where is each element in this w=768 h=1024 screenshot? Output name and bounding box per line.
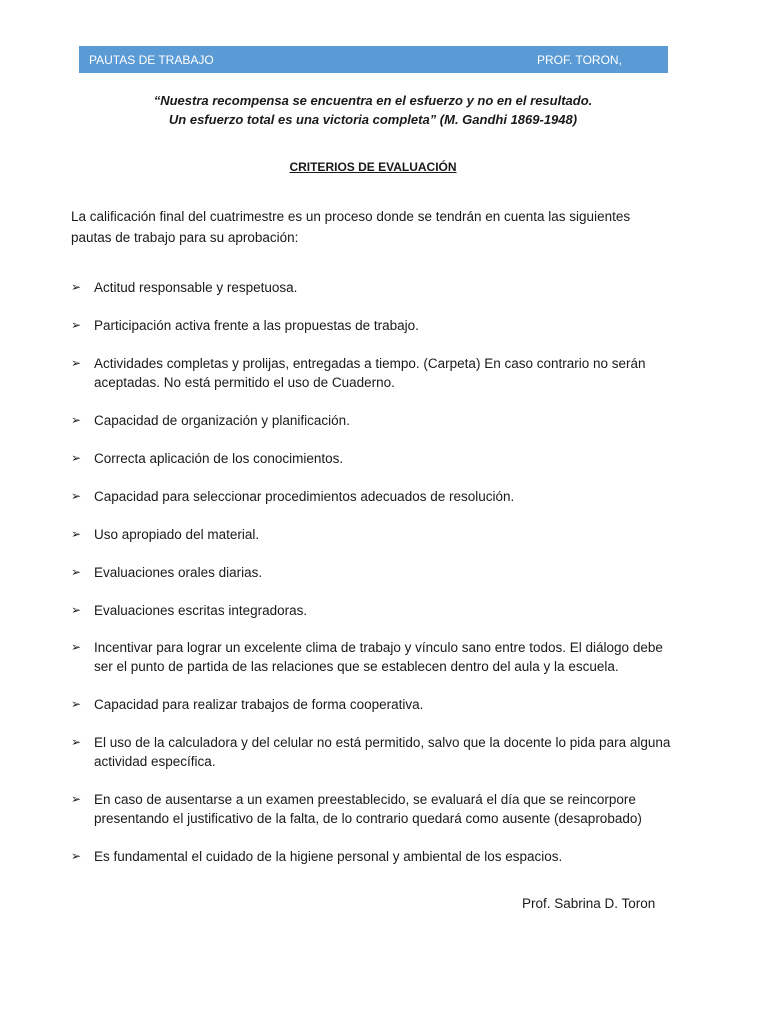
arrowhead-bullet-icon: ➢ [71, 735, 82, 749]
arrowhead-bullet-icon: ➢ [71, 792, 82, 806]
arrowhead-bullet-icon: ➢ [71, 280, 82, 294]
header-author: PROF. TORON, [537, 53, 622, 67]
page-title: CRITERIOS DE EVALUACIÓN [289, 160, 457, 174]
list-item-text: Capacidad para realizar trabajos de forma cooperativa. [94, 697, 424, 712]
quote-line-2: Un esfuerzo total es una victoria completa” (M. Gandhi 1869-1948) [168, 112, 578, 127]
list-item-text: Capacidad para seleccionar procedimientos adecuados de resolución. [94, 489, 515, 504]
list-item-text: Evaluaciones escritas integradoras. [94, 603, 308, 618]
list-item-text: Es fundamental el cuidado de la higiene personal y ambiental de los espacios. [94, 849, 563, 864]
header-bar [79, 46, 668, 73]
list-item-text: Participación activa frente a las propuestas de trabajo. [94, 318, 419, 333]
arrowhead-bullet-icon: ➢ [71, 527, 82, 541]
list-item-text: Uso apropiado del material. [94, 527, 260, 542]
list-item-text: Correcta aplicación de los conocimientos. [94, 451, 344, 466]
list-item-text: Actividades completas y prolijas, entregadas a tiempo. (Carpeta) En caso contrario no serán aceptadas. No está permitido el uso de Cuaderno. [94, 356, 646, 390]
arrowhead-bullet-icon: ➢ [71, 640, 82, 654]
list-item-text: En caso de ausentarse a un examen preestablecido, se evaluará el día que se reincorpore presentando el justificativo de la falta, de lo contrario quedará como ausente (desaprobado) [94, 792, 642, 826]
intro-paragraph: La calificación final del cuatrimestre es un proceso donde se tendrán en cuenta las siguientes pautas de trabajo para su aprobación: [71, 209, 631, 245]
arrowhead-bullet-icon: ➢ [71, 603, 82, 617]
arrowhead-bullet-icon: ➢ [71, 451, 82, 465]
list-item-text: Evaluaciones orales diarias. [94, 565, 263, 580]
signature: Prof. Sabrina D. Toron [522, 896, 656, 911]
list-item-text: El uso de la calculadora y del celular no está permitido, salvo que la docente lo pida para alguna actividad específica. [94, 735, 671, 769]
arrowhead-bullet-icon: ➢ [71, 413, 82, 427]
arrowhead-bullet-icon: ➢ [71, 489, 82, 503]
arrowhead-bullet-icon: ➢ [71, 356, 82, 370]
list-item-text: Incentivar para lograr un excelente clima de trabajo y vínculo sano entre todos. El diálogo debe ser el punto de partida de las relaciones que se establecen dentro del aula y la escuela. [94, 640, 663, 674]
arrowhead-bullet-icon: ➢ [71, 697, 82, 711]
arrowhead-bullet-icon: ➢ [71, 565, 82, 579]
header-title: PAUTAS DE TRABAJO [89, 53, 214, 67]
list-item-text: Actitud responsable y respetuosa. [94, 280, 298, 295]
list-item-text: Capacidad de organización y planificación. [94, 413, 350, 428]
quote-line-1: “Nuestra recompensa se encuentra en el esfuerzo y no en el resultado. [153, 93, 593, 108]
arrowhead-bullet-icon: ➢ [71, 318, 82, 332]
arrowhead-bullet-icon: ➢ [71, 849, 82, 863]
